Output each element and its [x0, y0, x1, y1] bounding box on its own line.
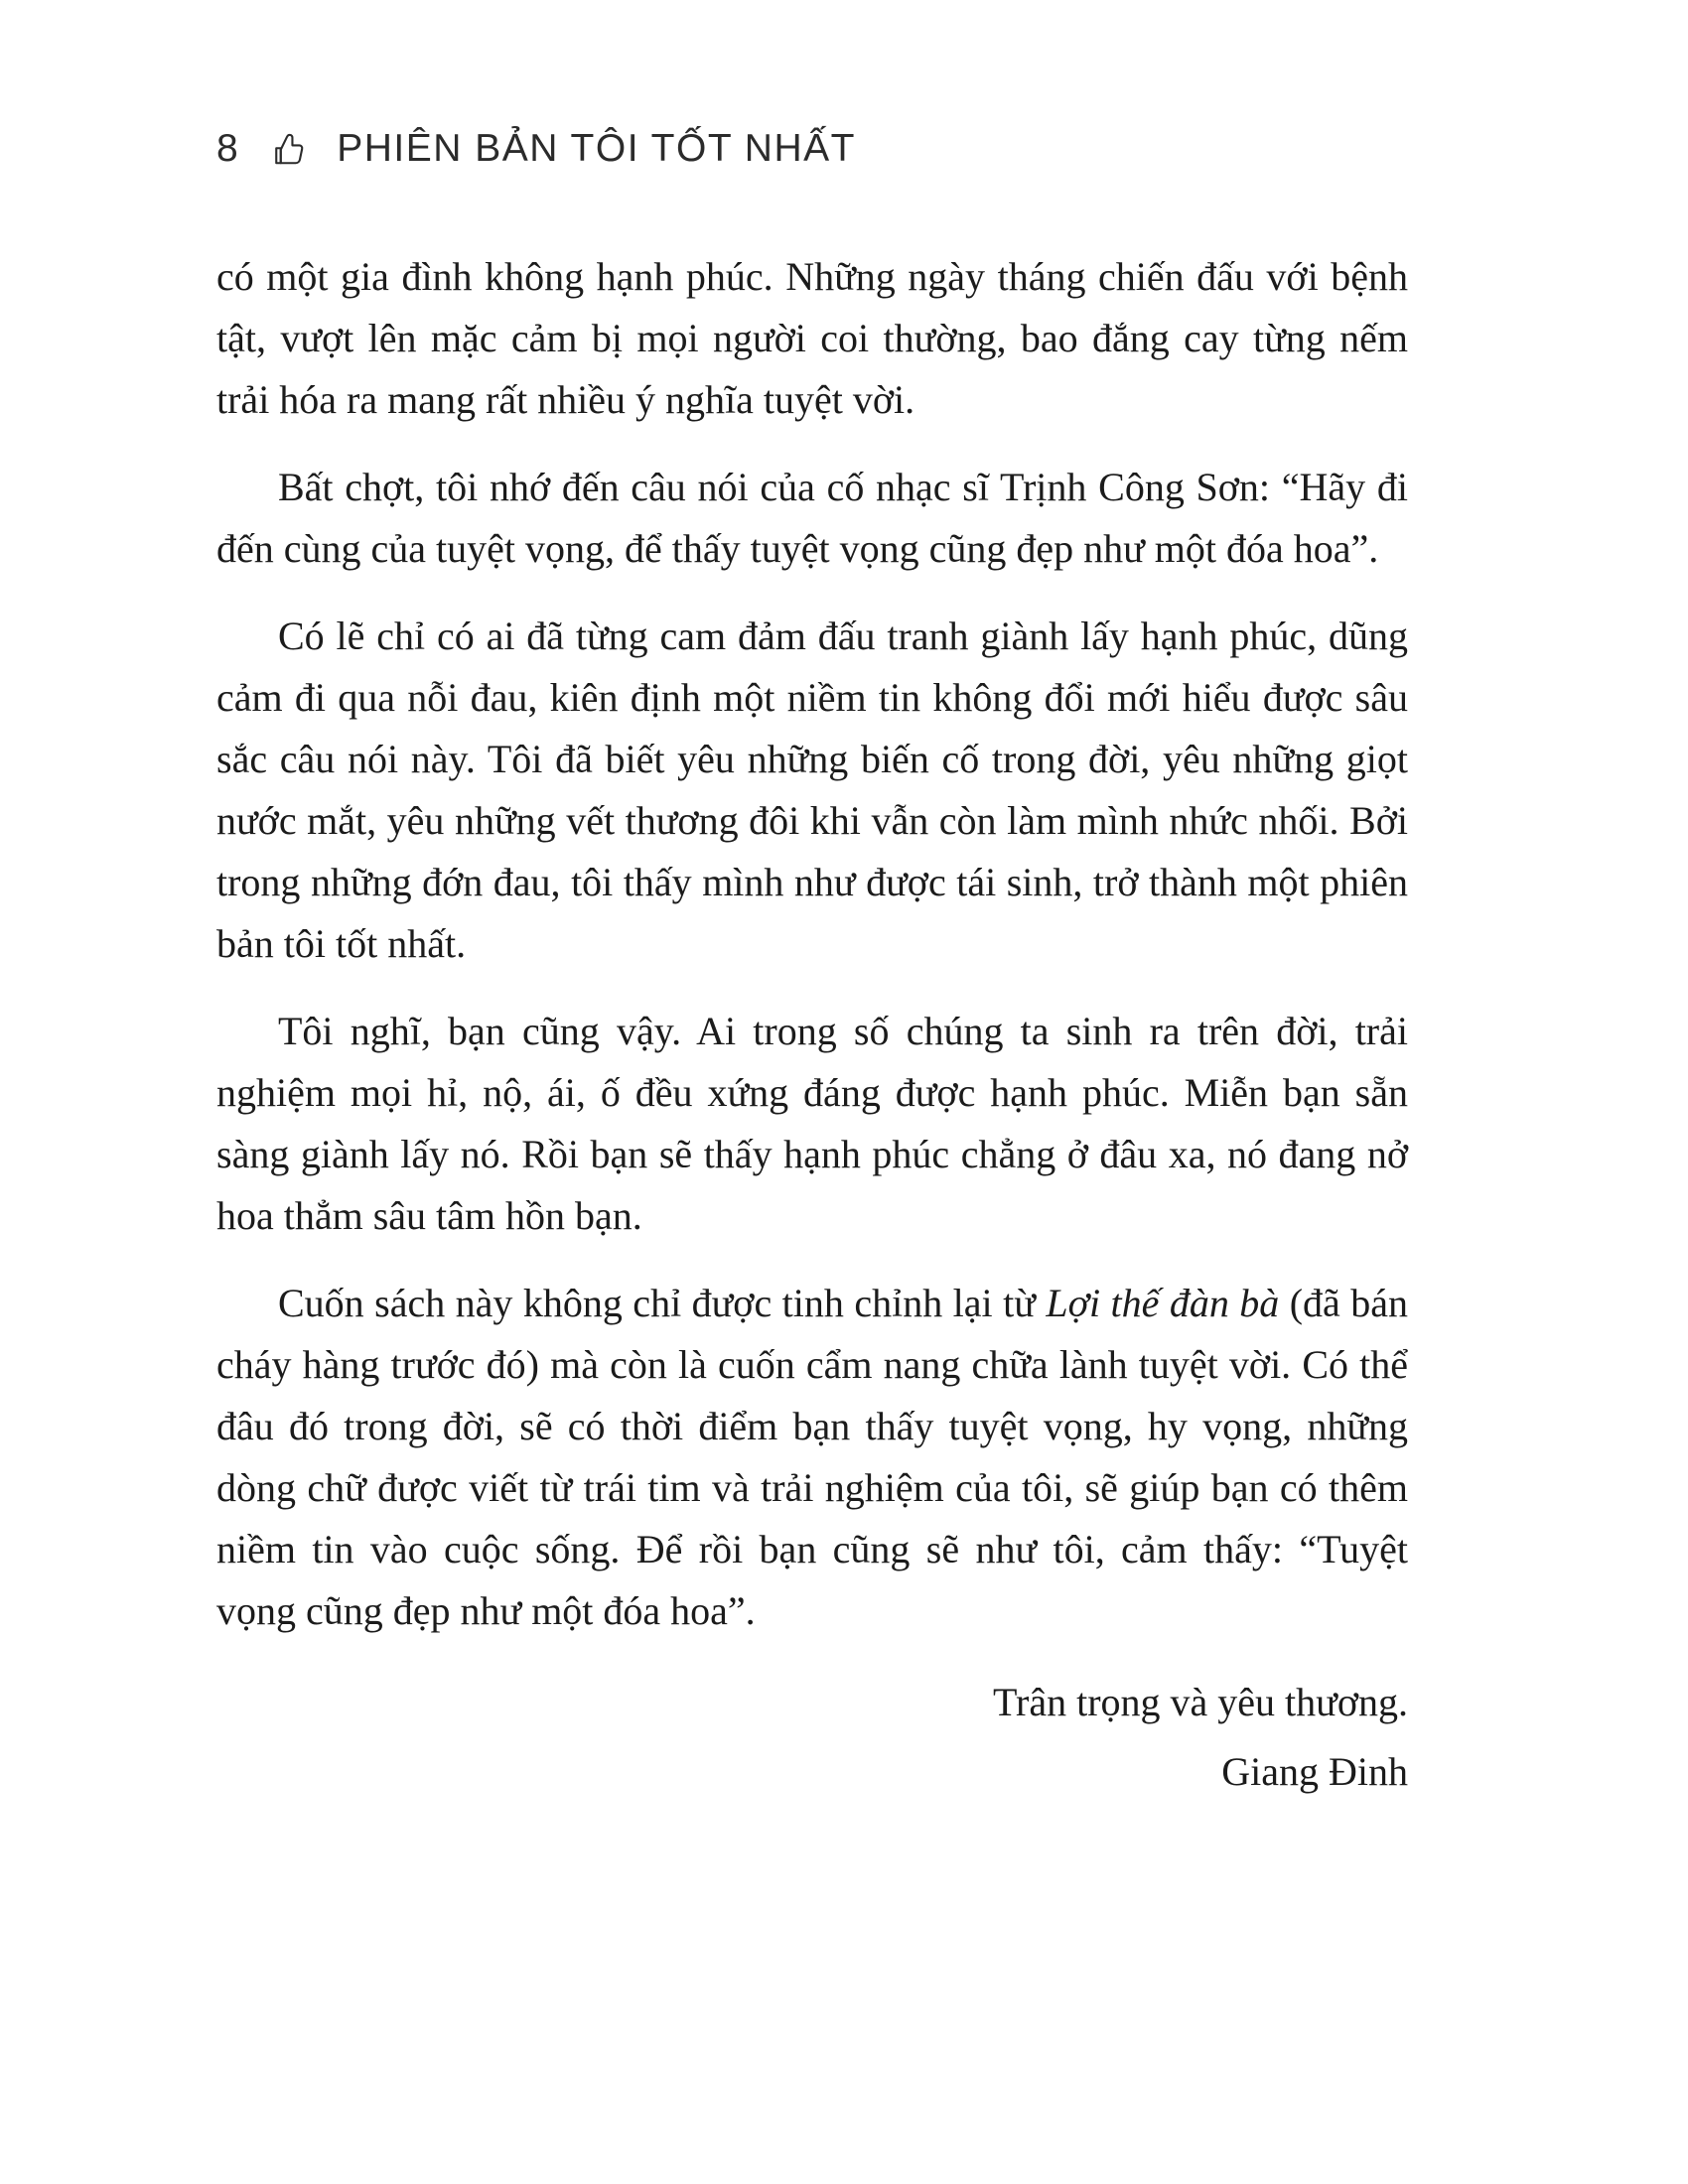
paragraph-5-before: Cuốn sách này không chỉ được tinh chỉnh lại từ	[278, 1281, 1047, 1325]
body-text	[216, 246, 1408, 1642]
book-title-reference: Lợi thế đàn bà	[1046, 1281, 1280, 1325]
running-header	[216, 127, 1408, 171]
page-number: 8	[216, 127, 240, 170]
closing-signature: Giang Đinh	[1221, 1749, 1408, 1794]
paragraph-4: Tôi nghĩ, bạn cũng vậy. Ai trong số chúng ta sinh ra trên đời, trải nghiệm mọi hỉ, nộ, ái, ố đều xứng đáng được hạnh phúc. Miễn bạn sẵn sàng giành lấy nó. Rồi bạn sẽ thấy hạnh phúc chẳng ở đâu xa, nó đang nở hoa thẳm sâu tâm hồn bạn.	[216, 1009, 1408, 1238]
closing-block	[216, 1668, 1408, 1807]
thumbs-up-icon	[271, 129, 307, 169]
paragraph-1: có một gia đình không hạnh phúc. Những ngày tháng chiến đấu với bệnh tật, vượt lên mặc cảm bị mọi người coi thường, bao đắng cay từng nếm trải hóa ra mang rất nhiều ý nghĩa tuyệt vời.	[216, 254, 1408, 422]
running-title: PHIÊN BẢN TÔI TỐT NHẤT	[337, 127, 856, 170]
paragraph-5	[216, 1273, 1408, 1642]
closing-salutation: Trân trọng và yêu thương.	[993, 1680, 1408, 1724]
text-block	[216, 127, 1408, 1807]
paragraph-2: Bất chợt, tôi nhớ đến câu nói của cố nhạc sĩ Trịnh Công Sơn: “Hãy đi đến cùng của tuyệt vọng, để thấy tuyệt vọng cũng đẹp như một đóa hoa”.	[216, 465, 1408, 571]
paragraph-5-after: (đã bán cháy hàng trước đó) mà còn là cuốn cẩm nang chữa lành tuyệt vời. Có thể đâu đó trong đời, sẽ có thời điểm bạn thấy tuyệt vọng, hy vọng, những dòng chữ được viết từ trái tim và trải nghiệm của tôi, sẽ giúp bạn có thêm niềm tin vào cuộc sống. Để rồi bạn cũng sẽ như tôi, cảm thấy: “Tuyệt vọng cũng đẹp như một đóa hoa”.	[216, 1281, 1409, 1633]
paragraph-3: Có lẽ chỉ có ai đã từng cam đảm đấu tranh giành lấy hạnh phúc, dũng cảm đi qua nỗi đau, kiên định một niềm tin không đổi mới hiểu được sâu sắc câu nói này. Tôi đã biết yêu những biến cố trong đời, yêu những giọt nước mắt, yêu những vết thương đôi khi vẫn còn làm mình nhức nhối. Bởi trong những đớn đau, tôi thấy mình như được tái sinh, trở thành một phiên bản tôi tốt nhất.	[216, 614, 1408, 966]
